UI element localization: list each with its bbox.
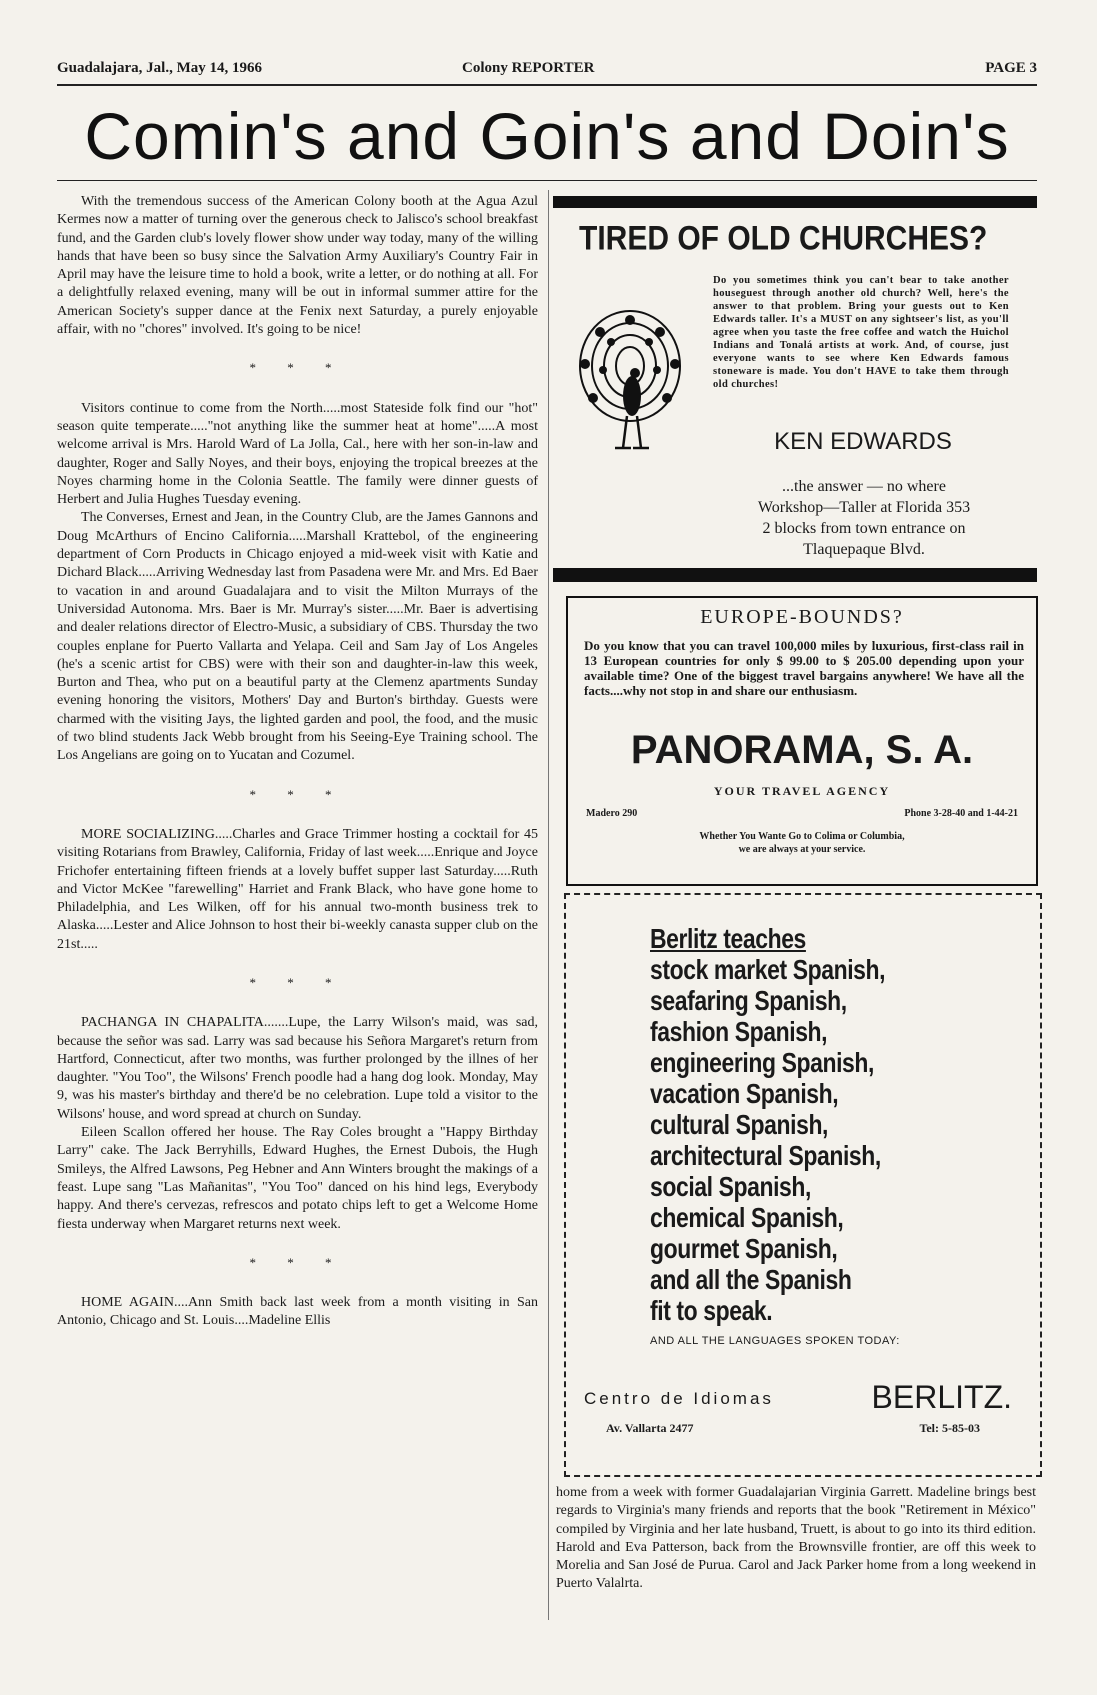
ad-headline: TIRED OF OLD CHURCHES? <box>579 219 988 258</box>
berlitz-line: fit to speak. <box>650 1295 773 1326</box>
ad-phone: Phone 3-28-40 and 1-44-21 <box>904 808 1018 819</box>
dateline: Guadalajara, Jal., May 14, 1966 <box>57 60 262 76</box>
ad-bottom-bar <box>553 568 1037 582</box>
ad-slogan <box>568 830 1036 856</box>
berlitz-school: Centro de Idiomas <box>584 1389 774 1408</box>
berlitz-line: chemical Spanish, <box>650 1202 844 1233</box>
ad-headline: EUROPE-BOUNDS? <box>700 606 904 628</box>
masthead <box>57 60 1037 82</box>
article-paragraph: PACHANGA IN CHAPALITA.......Lupe, the Larry Wilson's maid, was sad, because the señor was sad. Larry was sad because his Señora Margaret's return from Hartford, Connecticut, after two months, was further prolonged by the illnes of her daughter. "You Too", the Wilsons' French poodle had a hang dog look. Monday, May 9, was his master's birthday and there'd be no celebration. Lupe told a visitor to the Wilsons' house, and word spread at church on Sunday. <box>57 1015 538 1122</box>
berlitz-footnote: AND ALL THE LANGUAGES SPOKEN TODAY: <box>650 1335 900 1347</box>
ad-address <box>709 476 1019 560</box>
berlitz-address: Av. Vallarta 2477 <box>606 1421 694 1435</box>
ad-slogan-line: Whether You Wante Go to Colima or Columbia, <box>699 831 905 842</box>
social-column <box>57 193 538 1331</box>
ad-street: Madero 290 <box>586 808 638 819</box>
berlitz-line: and all the Spanish <box>650 1264 852 1295</box>
article-paragraph: Visitors continue to come from the North.....most Stateside folk find our "hot" season quite temperate....."not anything like the summer heat at home".....A most welcome arrival is Mrs. Harold Ward of La Jolla, Cal., here with her son-in-law and daughter, Roger and Sally Noyes, and their boys, enjoying the tropical breezes at the Noyes charming home in the Colonia Seattle. The family were dinner guests of Herbert and Julia Hughes Tuesday evening. <box>57 400 538 508</box>
berlitz-line: fashion Spanish, <box>650 1016 828 1047</box>
article-paragraph: MORE SOCIALIZING.....Charles and Grace Trimmer hosting a cocktail for 45 visiting Rotarians from Brawley, California, Friday of last week.....Enrique and Joyce Frichofer entertaining fifteen friends at a lovely buffet supper last Saturday.....Ruth and Victor McKee "farewelling" Harriet and Frank Black, who have gone home to Philadelphia, and Les Wilken, off for his annual two-month business trek to Alaska.....Lester and Alice Johnson to host their bi-weekly canasta supper club on the 21st..... <box>57 826 538 952</box>
article-paragraph: HOME AGAIN....Ann Smith back last week from a month visiting in San Antonio, Chicago and St. Louis....Madeline Ellis <box>57 1295 538 1329</box>
ad-body: Do you sometimes think you can't bear to take another houseguest through another old church? Well, here's the answer to that problem. Bring your guests out to Ken Edwards taller. It's a MUST on any sightseer's list, as you'll agree when you taste the free coffee and watch the Huichol Indians and Tonalá artists at work. And, of course, just everyone wants to see where Ken Edwards famous stoneware is made. You don't HAVE to take them through old churches! <box>713 275 1009 390</box>
ad-slogan-line: we are always at your service. <box>738 844 866 855</box>
panorama-ad <box>566 596 1038 886</box>
article-paragraph: The Converses, Ernest and Jean, in the Country Club, are the James Gannons and Doug McArthurs of Encino California.....Marshall Krattebol, of the engineering department of Corn Products in Chicago enjoyed a mid-week visit with Katie and Dichard Black.....Arriving Wednesday last from Pasadena were Mr. and Mrs. Ed Baer to vacation in and around Guadalajara and to visit the Milton Murrays of the Universidad Autonoma. Mrs. Baer is Mr. Murray's sister.....Mr. Baer is advertising and dealer relations director of Electro-Music, a subsidiary of CBS. Thursday the two couples enplane for Puerto Vallarta and Yelapa. Ceil and Sam Jay of Los Angeles (he's a scenic artist for CBS) were with their son and daughter-in-law this week, Burton and Thea, who put on a beautiful party at the Clemenz apartments Sunday evening honoring the visitors, Mothers' Day and Burton's birthday. Guests were charmed with the visiting Jays, the lighted garden and pool, the food, and the music of two blind students Jack Webb brought from his Seeing-Eye Training school. The Los Angelians are going on to Yucatan and Cozumel. <box>57 510 538 764</box>
ken-edwards-ad <box>553 196 1037 586</box>
masthead-rule <box>57 84 1037 86</box>
berlitz-brand: BERLITZ. <box>871 1379 1012 1415</box>
ad-body: Do you know that you can travel 100,000 miles by luxurious, first-class rail in 13 European countries for only $ 99.00 to $ 205.00 depending upon your available time? One of the biggest travel bargains anywhere! We have all the facts....why not stop in and share our enthusiasm. <box>584 638 1024 698</box>
berlitz-line: architectural Spanish, <box>650 1140 881 1171</box>
column-divider <box>548 190 549 1620</box>
berlitz-phone: Tel: 5-85-03 <box>919 1421 980 1435</box>
berlitz-slogan <box>650 923 1030 1326</box>
continuation-text: home from a week with former Guadalajarian Virginia Garrett. Madeline brings best regards to Virginia's many friends and reports that the book "Retirement in México" compiled by Virginia and her late husband, Truett, is about to go into its third edition. Harold and Eva Patterson, back from the Brownsville frontier, are off this week to Morelia and San José de Purua. Carol and Jack Parker home from a long weekend in Puerto Valalrta. <box>556 1485 1036 1592</box>
berlitz-line: seafaring Spanish, <box>650 985 847 1016</box>
section-separator: * * * <box>249 360 346 376</box>
berlitz-line: engineering Spanish, <box>650 1047 875 1078</box>
ad-subtitle: YOUR TRAVEL AGENCY <box>713 784 891 798</box>
berlitz-line: gourmet Spanish, <box>650 1233 838 1264</box>
ad-brand: PANORAMA, S. A. <box>630 728 974 772</box>
berlitz-line: Berlitz teaches <box>650 923 806 954</box>
ad-address-line: Tlaquepaque Blvd. <box>803 541 925 558</box>
section-separator: * * * <box>249 786 346 802</box>
peacock-icon <box>575 306 685 456</box>
ad-top-bar <box>553 196 1037 208</box>
berlitz-line: social Spanish, <box>650 1171 812 1202</box>
berlitz-ad <box>564 893 1042 1477</box>
ad-tagline: ...the answer — no where <box>782 478 946 495</box>
berlitz-line: vacation Spanish, <box>650 1078 839 1109</box>
page-headline: Comin's and Goin's and Doin's <box>84 99 1010 173</box>
column-continuation <box>556 1484 1036 1594</box>
section-separator: * * * <box>249 1254 346 1270</box>
page-number: PAGE 3 <box>985 60 1037 76</box>
berlitz-line: cultural Spanish, <box>650 1109 829 1140</box>
ad-address-line: 2 blocks from town entrance on <box>762 520 966 537</box>
article-paragraph: Eileen Scallon offered her house. The Ray Coles brought a "Happy Birthday Larry" cake. The Jack Berryhills, Edward Hughes, the Ernest Dubois, the Hugh Smileys, the Alfred Lawsons, Peg Hebner and Ann Winters brought the makings of a feast. Lupe sang "Las Mañanitas", "You Too" danced on his hind legs, Everybody happy. And there's cervezas, refrescos and potato chips left to get a Welcome Home fiesta underway when Margaret returns next week. <box>57 1125 538 1232</box>
headline-rule <box>57 180 1037 181</box>
berlitz-line: stock market Spanish, <box>650 954 886 985</box>
section-separator: * * * <box>249 974 346 990</box>
paper-name: Colony REPORTER <box>462 60 595 76</box>
article-paragraph: With the tremendous success of the American Colony booth at the Agua Azul Kermes now a matter of turning over the generous check to Jalisco's school breakfast fund, and the Garden club's lovely flower show under way today, many of the willing hands that have been so busy since the Salvation Army Auxiliary's Country Fair in April may have the leisure time to hold a book, write a letter, or do nothing at all. For a delightfully relaxed evening, many will be out in informal summer attire for the American Society's supper dance at the Fenix next Saturday, a purely enjoyable affair, with no "chores" involved. It's going to be nice! <box>57 194 538 338</box>
ad-brand: KEN EDWARDS <box>774 428 952 455</box>
ad-address-line: Workshop—Taller at Florida 353 <box>757 499 971 516</box>
